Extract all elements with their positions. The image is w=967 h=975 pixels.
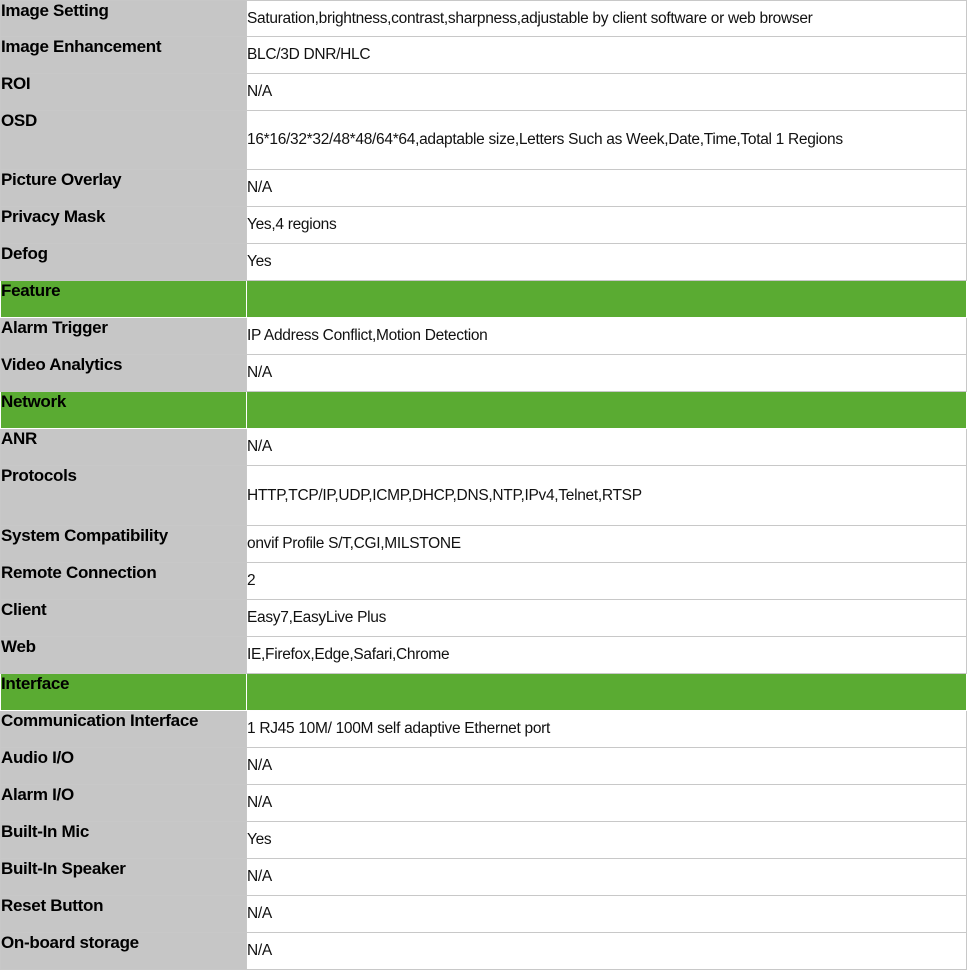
spec-row-image-setting xyxy=(1,1,967,37)
spec-value: N/A xyxy=(247,933,967,970)
spec-label: Remote Connection xyxy=(1,563,247,600)
spec-label: Alarm Trigger xyxy=(1,318,247,355)
spec-label: Client xyxy=(1,600,247,637)
spec-label: ROI xyxy=(1,74,247,111)
section-header-feature xyxy=(1,281,967,318)
spec-value: N/A xyxy=(247,355,967,392)
spec-row-system-compatibility xyxy=(1,526,967,563)
spec-row-web xyxy=(1,637,967,674)
spec-label: Web xyxy=(1,637,247,674)
spec-value: 1 RJ45 10M/ 100M self adaptive Ethernet port xyxy=(247,711,967,748)
spec-label: Audio I/O xyxy=(1,748,247,785)
spec-label: Image Setting xyxy=(1,1,247,37)
spec-value: N/A xyxy=(247,170,967,207)
spec-row-anr xyxy=(1,429,967,466)
spec-label: Picture Overlay xyxy=(1,170,247,207)
spec-value: 16*16/32*32/48*48/64*64,adaptable size,Letters Such as Week,Date,Time,Total 1 Regions xyxy=(247,111,967,170)
spec-row-alarm-io xyxy=(1,785,967,822)
spec-value: BLC/3D DNR/HLC xyxy=(247,37,967,74)
spec-row-osd xyxy=(1,111,967,170)
spec-row-client xyxy=(1,600,967,637)
spec-row-image-enhancement xyxy=(1,37,967,74)
spec-row-roi xyxy=(1,74,967,111)
section-header-interface xyxy=(1,674,967,711)
spec-label: Built-In Mic xyxy=(1,822,247,859)
spec-label: On-board storage xyxy=(1,933,247,970)
spec-value: N/A xyxy=(247,748,967,785)
section-header-network xyxy=(1,392,967,429)
spec-value: Yes,4 regions xyxy=(247,207,967,244)
spec-value: onvif Profile S/T,CGI,MILSTONE xyxy=(247,526,967,563)
spec-row-communication-interface xyxy=(1,711,967,748)
spec-label: OSD xyxy=(1,111,247,170)
spec-label: Alarm I/O xyxy=(1,785,247,822)
spec-label: Video Analytics xyxy=(1,355,247,392)
spec-label: Communication Interface xyxy=(1,711,247,748)
section-title: Network xyxy=(1,392,247,429)
spec-row-built-in-speaker xyxy=(1,859,967,896)
spec-row-alarm-trigger xyxy=(1,318,967,355)
spec-row-picture-overlay xyxy=(1,170,967,207)
spec-label: Privacy Mask xyxy=(1,207,247,244)
spec-row-protocols xyxy=(1,466,967,526)
spec-value: IP Address Conflict,Motion Detection xyxy=(247,318,967,355)
spec-value: IE,Firefox,Edge,Safari,Chrome xyxy=(247,637,967,674)
spec-row-reset-button xyxy=(1,896,967,933)
spec-label: Reset Button xyxy=(1,896,247,933)
section-fill xyxy=(247,674,967,711)
spec-row-defog xyxy=(1,244,967,281)
spec-label: Defog xyxy=(1,244,247,281)
spec-row-video-analytics xyxy=(1,355,967,392)
spec-value: N/A xyxy=(247,74,967,111)
section-title: Feature xyxy=(1,281,247,318)
spec-value: 2 xyxy=(247,563,967,600)
spec-value: Yes xyxy=(247,822,967,859)
spec-row-on-board-storage xyxy=(1,933,967,970)
spec-value: HTTP,TCP/IP,UDP,ICMP,DHCP,DNS,NTP,IPv4,Telnet,RTSP xyxy=(247,466,967,526)
spec-label: Built-In Speaker xyxy=(1,859,247,896)
spec-row-audio-io xyxy=(1,748,967,785)
spec-label: ANR xyxy=(1,429,247,466)
spec-row-remote-connection xyxy=(1,563,967,600)
section-fill xyxy=(247,392,967,429)
spec-value: N/A xyxy=(247,859,967,896)
section-title: Interface xyxy=(1,674,247,711)
spec-label: Image Enhancement xyxy=(1,37,247,74)
spec-label: Protocols xyxy=(1,466,247,526)
spec-label: System Compatibility xyxy=(1,526,247,563)
spec-row-privacy-mask xyxy=(1,207,967,244)
spec-value: N/A xyxy=(247,429,967,466)
spec-value: Easy7,EasyLive Plus xyxy=(247,600,967,637)
spec-row-built-in-mic xyxy=(1,822,967,859)
spec-value: N/A xyxy=(247,896,967,933)
spec-value: N/A xyxy=(247,785,967,822)
spec-value: Yes xyxy=(247,244,967,281)
section-fill xyxy=(247,281,967,318)
spec-value: Saturation,brightness,contrast,sharpness,adjustable by client software or web browser xyxy=(247,1,967,37)
